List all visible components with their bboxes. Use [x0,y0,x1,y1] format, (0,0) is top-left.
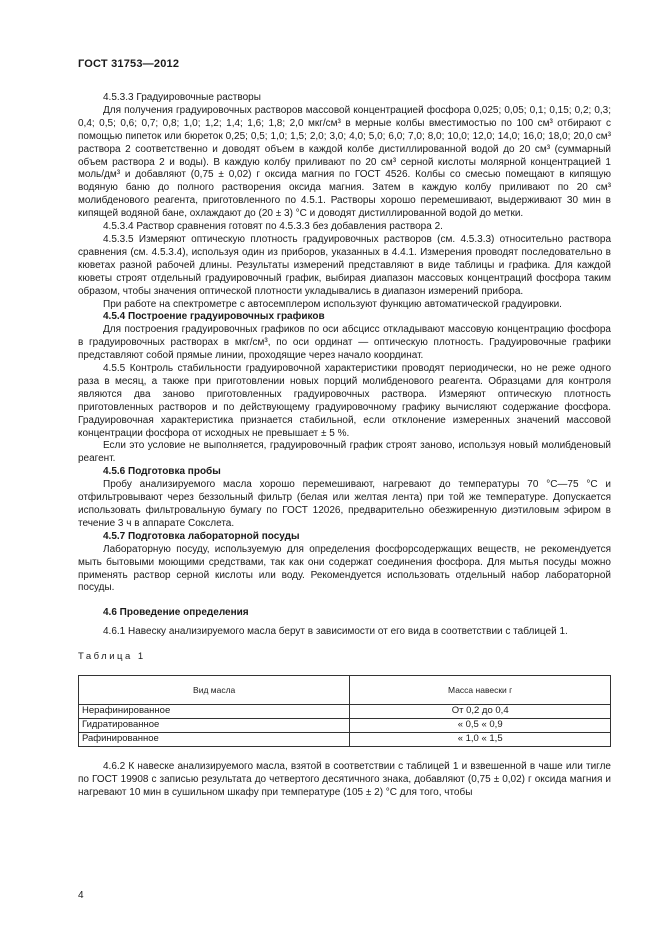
heading-4-5-6: 4.5.6 Подготовка пробы [103,466,221,478]
paragraph-4-6-2: 4.6.2 К навеске анализируемого масла, взятой в соответствии с таблицей 1 и взвешенной в чаше или тигле по ГОСТ 19908 с записью результата до четвертого десятичного знака, добавляют (0,75 ± 0,02) г оксида магния и нагревают 10 мин в сушильном шкафу при температуре (105 ± 2) °С для того, чтобы [78,761,611,798]
table-row [79,733,611,747]
page-number: 4 [78,890,84,901]
cell-oil-kind: Нерафинированное [79,705,350,719]
document-header: ГОСТ 31753—2012 [78,58,180,70]
paragraph-4-5-7: Лабораторную посуду, используемую для определения фосфорсодержащих веществ, не рекомендуется мыть бытовыми моющими средствами, так как они содержат соединения фосфора. Для мытья посуды можно применять раствор серной кислоты или воду. Рекомендуется использовать отдельный набор лабораторной посуды. [78,543,611,594]
paragraph-4-5-3-4: 4.5.3.4 Раствор сравнения готовят по 4.5.3.3 без добавления раствора 2. [103,221,443,233]
document-body [78,92,611,800]
heading-4-6: 4.6 Проведение определения [103,607,249,619]
cell-sample-mass: От 0,2 до 0,4 [350,705,611,719]
paragraph-4-5-5-note: Если это условие не выполняется, градуировочный график строят заново, используя новый молибденовый реагент. [78,440,611,465]
heading-4-5-4: 4.5.4 Построение градуировочных графиков [103,311,325,323]
paragraph-4-5-3-5: 4.5.3.5 Измеряют оптическую плотность градуировочных растворов (см. 4.5.3.3) относительно раствора сравнения (см. 4.5.3.4), используя один из приборов, указанных в 4.4.1. Измерения проводят последовательно в кюветах разной рабочей длины. Результаты измерений представляют в виде таблицы и графика. Для каждой кюветы строят отдельный градуировочный график, выбирая диапазон массовых концентраций фосфора таким образом, чтобы значения оптической плотности укладывались в диапазон измерений прибора. [78,233,611,297]
table-header-mass: Масса навески г [350,676,611,705]
paragraph-4-5-6: Пробу анализируемого масла хорошо перемешивают, нагревают до температуры 70 °С—75 °С и отфильтровывают через беззольный фильтр (белая или желтая лента) при той же температуре. Допускается использовать фильтровальную бумагу по ГОСТ 12026, предварительно обезжиренную диэтиловым эфиром в течение 3 ч в аппарате Сокслета. [78,479,611,529]
cell-sample-mass: « 1,0 « 1,5 [350,733,611,747]
paragraph-4-5-4: Для построения градуировочных графиков по оси абсцисс откладывают массовую концентрацию фосфора в градуировочных растворах в мкг/см³, по оси ординат — оптическую плотность. Градуировочные графики представляют собой прямые линии, проходящие через начало координат. [78,324,611,362]
heading-4-5-7: 4.5.7 Подготовка лабораторной посуды [103,530,300,542]
paragraph-4-5-3-3-title: 4.5.3.3 Градуировочные растворы [103,92,261,103]
paragraph-4-5-3-3-body: Для получения градуировочных растворов массовой концентрацией фосфора 0,025; 0,05; 0,1; 0,15; 0,2; 0,3; 0,4; 0,5; 0,6; 0,7; 0,8; 1,0; 1,2; 1,4; 1,6; 1,8; 2,0 мкг/см³ в мерные колбы вместимостью по 100 см³ отбирают с помощью пипеток или бюреток 0,25; 0,5; 1,0; 1,5; 2,0; 3,0; 4,0; 5,0; 6,0; 7,0; 8,0; 10,0; 12,0; 14,0; 16,0; 18,0; 20,0 см³ раствора 2 соответственно и доводят объем в каждой колбе дистиллированной водой до 20 см³ (суммарный объем раствора 2 и воды). В каждую колбу приливают по 20 см³ серной кислоты молярной концентрацией 1 моль/дм³ и добавляют (0,75 ± 0,02) г оксида магния по ГОСТ 4526. Колбы со смесью помещают в кипящую водяную баню до полного растворения оксида магния. Затем в каждую колбу приливают по 20 см³ молибденового реагента, приготовленного по 4.5.1. Растворы хорошо перемешивают, выдерживают 30 мин в кипящей водяной бане, охлаждают до (20 ± 3) °С и доводят дистиллированной водой до метки. [78,104,611,220]
table-caption: Таблица 1 [78,651,146,663]
cell-sample-mass: « 0,5 « 0,9 [350,719,611,733]
cell-oil-kind: Гидратированное [79,719,350,733]
table-row [79,705,611,719]
cell-oil-kind: Рафинированное [79,733,350,747]
paragraph-4-6-1: 4.6.1 Навеску анализируемого масла берут в зависимости от его вида в соответствии с таблицей 1. [103,626,568,638]
table-header-row [79,676,611,705]
table-header-kind: Вид масла [79,676,350,705]
paragraph-4-5-3-5-note: При работе на спектрометре с автосемплером используют функцию автоматической градуировки. [103,298,562,310]
table-row [79,719,611,733]
table-1 [78,675,611,747]
paragraph-4-5-5: 4.5.5 Контроль стабильности градуировочной характеристики проводят периодически, но не реже одного раза в месяц, а также при приготовлении новых порций молибденового реагента. Образцами для контроля являются два заново приготовленных градуировочных раствора. Измеряют оптическую плотность приготовленных растворов и по действующему градуировочному графику вычисляют содержание фосфора. Градуировочная характеристика признается стабильной, если отклонение измеренных значений массовой концентрации фосфора от исходных не превышает ± 5 %. [78,363,611,439]
